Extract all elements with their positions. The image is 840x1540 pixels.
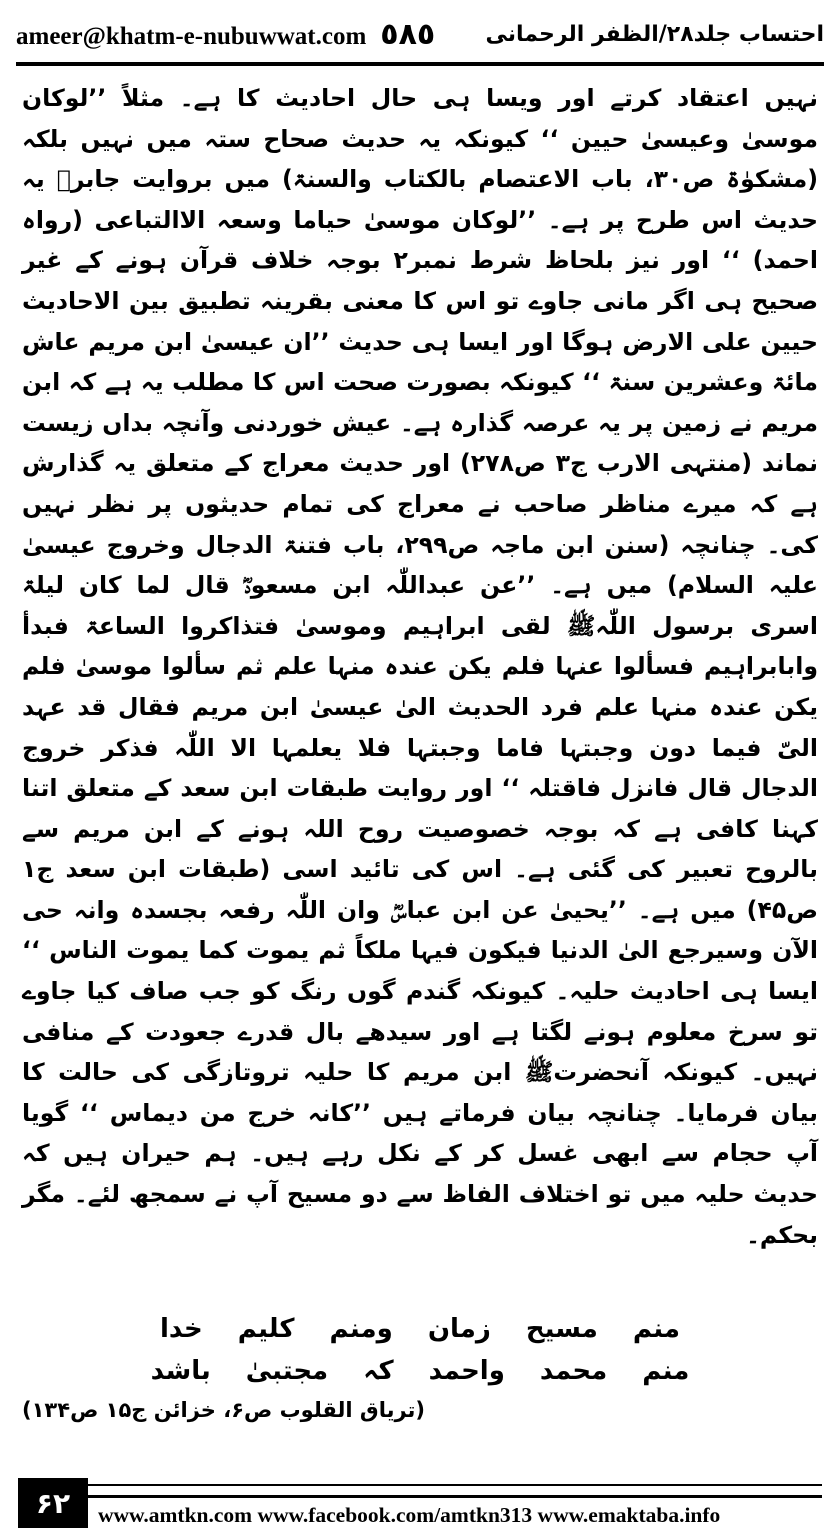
footer-rule [88, 1484, 822, 1498]
footer-right [88, 1478, 822, 1528]
verse-line-2: منم محمد واحمد کہ مجتبیٰ باشد [150, 1356, 690, 1386]
header-book-title: احتساب جلد۲۸/الظفر الرحمانی [485, 21, 824, 47]
verse-reference: (تریاق القلوب ص۶، خزائن ج۱۵ ص۱۳۴) [22, 1398, 426, 1422]
page-header [16, 10, 824, 58]
header-email: ameer@khatm-e-nubuwwat.com [16, 22, 367, 50]
verse-line-1: منم مسیح زمان ومنم کلیم خدا [160, 1314, 680, 1344]
header-page-number: ٥٨٥ [380, 16, 436, 52]
header-rule [16, 62, 824, 66]
footer-urls[interactable]: www.amtkn.com www.facebook.com/amtkn313 www.emaktaba.info [98, 1503, 721, 1527]
body-text [22, 78, 818, 1255]
body-paragraph: نہیں اعتقاد کرتے اور ویسا ہی حال احادیث کا ہے۔ مثلاً ’’لوکان موسیٰ وعیسیٰ حیین ‘‘ کیونکہ یہ حدیث صحاح ستہ میں نہیں بلکہ (مشکوٰۃ ص۳۰، باب الاعتصام بالکتاب والسنۃ) میں بروایت جابرؓ یہ حدیث اس طرح پر ہے۔ ’’لوکان موسیٰ حیاما وسعہ الاالتباعی (رواہ احمد) ‘‘ اور نیز بلحاظ شرط نمبر۲ بوجہ خلاف قرآن ہونے کے غیر صحیح ہی اگر مانی جاوے تو اس کا معنی بقرینہ تطبیق بین الاحادیث حیین علی الارض ہوگا اور ایسا ہی حدیث ’’ان عیسیٰ ابن مریم عاش مائۃ وعشرین سنۃ ‘‘ کیونکہ بصورت صحت اس کا مطلب یہ ہے کہ ابن مریم نے زمین پر یہ عرصہ گذارہ ہے۔ عیش خوردنی وآنچہ بداں زیست نماند (منتہی الارب ج۳ ص۲۷۸) اور حدیث معراج کے متعلق یہ گذارش ہے کہ میرے مناظر صاحب نے معراج کی تمام حدیثوں پر نظر نہیں کی۔ چنانچہ (سنن ابن ماجہ ص۲۹۹، باب فتنۃ الدجال وخروج عیسیٰ علیہ السلام) میں ہے۔ ’’عن عبداللّٰہ ابن مسعودؓ قال لما کان لیلۃ اسری برسول اللّٰہﷺ لقی ابراہیم وموسیٰ فتذاکروا الساعۃ فبدأ وابابراہیم فسألوا عنہا فلم یکن عندہ منہا علم ثم سألوا موسیٰ فلم یکن عندہ منہا علم فرد الحدیث الیٰ عیسیٰ ابن مریم فقال قد عہد الیّ فیما دون وجبتہا فاما وجبتہا فلا یعلمہا الا اللّٰہ فذکر خروج الدجال قال فانزل فاقتلہ ‘‘ اور روایت طبقات ابن سعد کے متعلق اتنا کہنا کافی ہے کہ بوجہ خصوصیت روح اللہ ہونے کے ابن مریم سے بالروح تعبیر کی گئی ہے۔ اس کی تائید اسی (طبقات ابن سعد ج۱ ص۴۵) میں ہے۔ ’’یحییٰ عن ابن عباسؓ وان اللّٰہ رفعہ بجسدہ وانہ حی الآن وسیرجع الیٰ الدنیا فیکون فیہا ملکاً ثم یموت کما یموت الناس ‘‘ ایسا ہی احادیث حلیہ۔ کیونکہ گندم گوں رنگ کو جب صاف کیا جاوے تو سرخ معلوم ہونے لگتا ہے اور سیدھے بال قدرے جعودت کے منافی نہیں۔ کیونکہ آنحضرتﷺ ابن مریم کا حلیہ تروتازگی کی حالت کا بیان فرمایا۔ چنانچہ بیان فرماتے ہیں ’’کانہ خرج من دیماس ‘‘ گویا آپ حجام سے ابھی غسل کر کے نکل رہے ہیں۔ ہم حیران ہیں کہ حدیث حلیہ میں تو اختلاف الفاظ سے دو مسیح آپ نے سمجھ لئے۔ مگر بحکم۔ [22, 84, 819, 1249]
footer-page-number: ۶۲ [18, 1478, 88, 1528]
header-left [16, 17, 435, 52]
persian-verse [0, 1308, 840, 1392]
page-footer [18, 1478, 822, 1528]
